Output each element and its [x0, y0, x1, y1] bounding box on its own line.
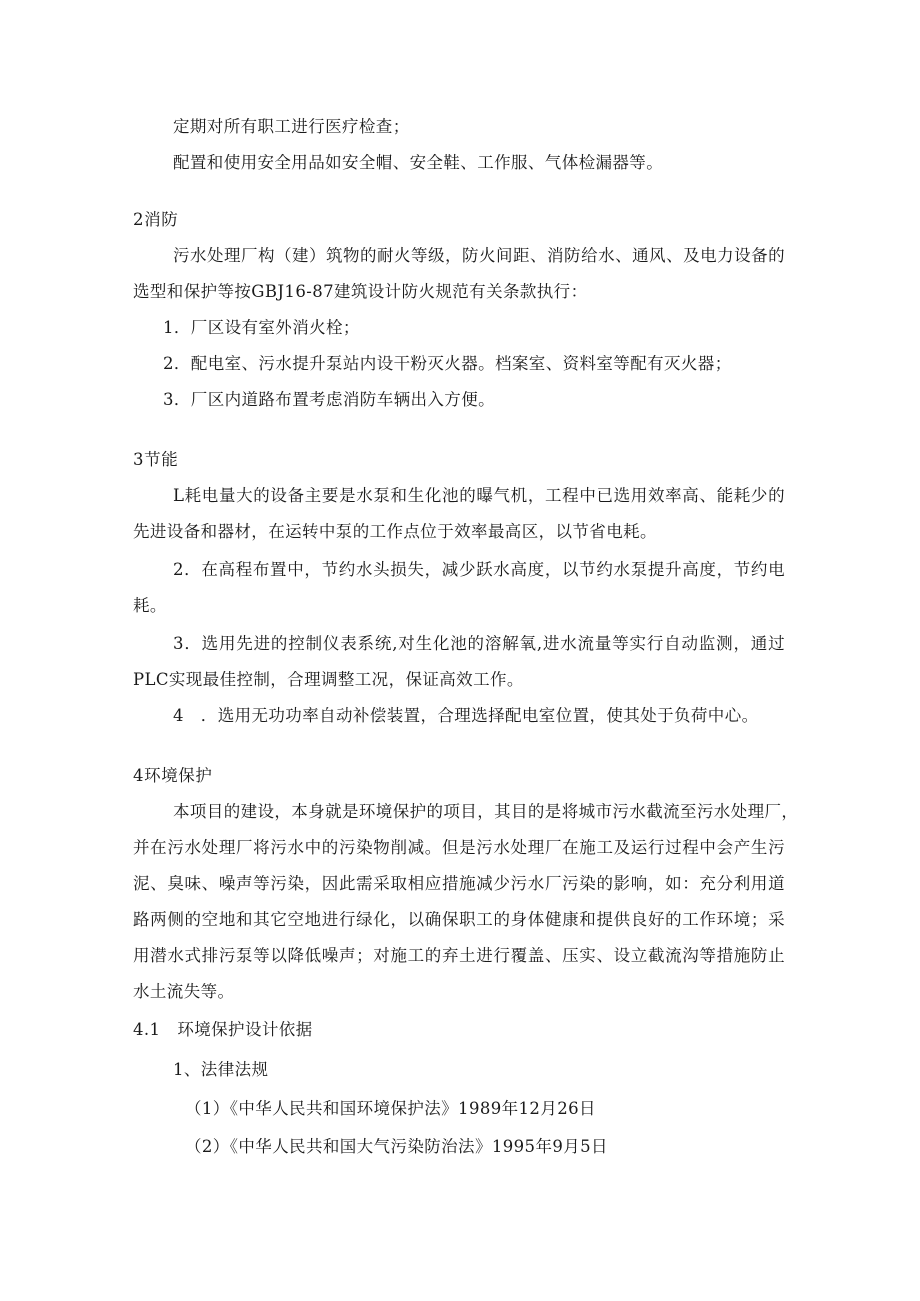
intro-line-medical-check: 定期对所有职工进行医疗检查； [173, 117, 410, 136]
laws-title: 1、法律法规 [173, 1060, 269, 1079]
energy-item-3-line-2: PLC实现最佳控制，合理调整工况，保证高效工作。 [133, 670, 524, 689]
environment-paragraph-line-2: 并在污水处理厂将污水中的污染物削减。但是污水处理厂在施工及运行过程中会产生污 [133, 838, 785, 857]
energy-item-2-line-2: 耗。 [133, 596, 167, 615]
energy-item-2-line-1: 2．在高程布置中，节约水头损失，减少跃水高度，以节约水泵提升高度，节约电 [173, 560, 785, 579]
law-item-2: （2）《中华人民共和国大气污染防治法》1995年9月5日 [185, 1137, 608, 1156]
fire-item-1: 1．厂区设有室外消火栓； [163, 318, 360, 337]
section-heading-fire: 2消防 [133, 210, 179, 229]
environment-paragraph-line-3: 泥、臭味、噪声等污染，因此需采取相应措施减少污水厂污染的影响，如：充分利用道 [133, 874, 785, 893]
subsection-heading-design-basis: 4.1 环境保护设计依据 [133, 1020, 313, 1039]
intro-line-safety-equipment: 配置和使用安全用品如安全帽、安全鞋、工作服、气体检漏器等。 [173, 153, 664, 172]
energy-item-3-line-1: 3．选用先进的控制仪表系统,对生化池的溶解氧,进水流量等实行自动监测，通过 [173, 634, 785, 653]
environment-paragraph-line-6: 水土流失等。 [133, 982, 235, 1001]
energy-item-1-line-1: L耗电量大的设备主要是水泵和生化池的曝气机，工程中已选用效率高、能耗少的 [173, 486, 785, 505]
fire-item-2: 2．配电室、污水提升泵站内设干粉灭火器。档案室、资料室等配有灭火器； [163, 354, 732, 373]
environment-paragraph-line-4: 路两侧的空地和其它空地进行绿化，以确保职工的身体健康和提供良好的工作环境；采 [133, 910, 785, 929]
environment-paragraph-line-5: 用潜水式排污泵等以降低噪声；对施工的弃土进行覆盖、压实、设立截流沟等措施防止 [133, 946, 785, 965]
section-heading-energy: 3节能 [133, 450, 179, 469]
fire-paragraph-line-1: 污水处理厂构（建）筑物的耐火等级，防火间距、消防给水、通风、及电力设备的 [173, 246, 785, 265]
fire-item-3: 3．厂区内道路布置考虑消防车辆出入方便。 [163, 390, 495, 409]
energy-item-1-line-2: 先进设备和器材，在运转中泵的工作点位于效率最高区，以节省电耗。 [133, 522, 657, 541]
fire-paragraph-line-2: 选型和保护等按GBJ16-87建筑设计防火规范有关条款执行： [133, 282, 588, 301]
energy-item-4: 4 ．选用无功功率自动补偿装置，合理选择配电室位置，使其处于负荷中心。 [173, 706, 759, 725]
law-item-1: （1）《中华人民共和国环境保护法》1989年12月26日 [185, 1099, 596, 1118]
section-heading-environment: 4环境保护 [133, 766, 213, 785]
environment-paragraph-line-1: 本项目的建设，本身就是环境保护的项目，其目的是将城市污水截流至污水处理厂， [173, 802, 799, 821]
